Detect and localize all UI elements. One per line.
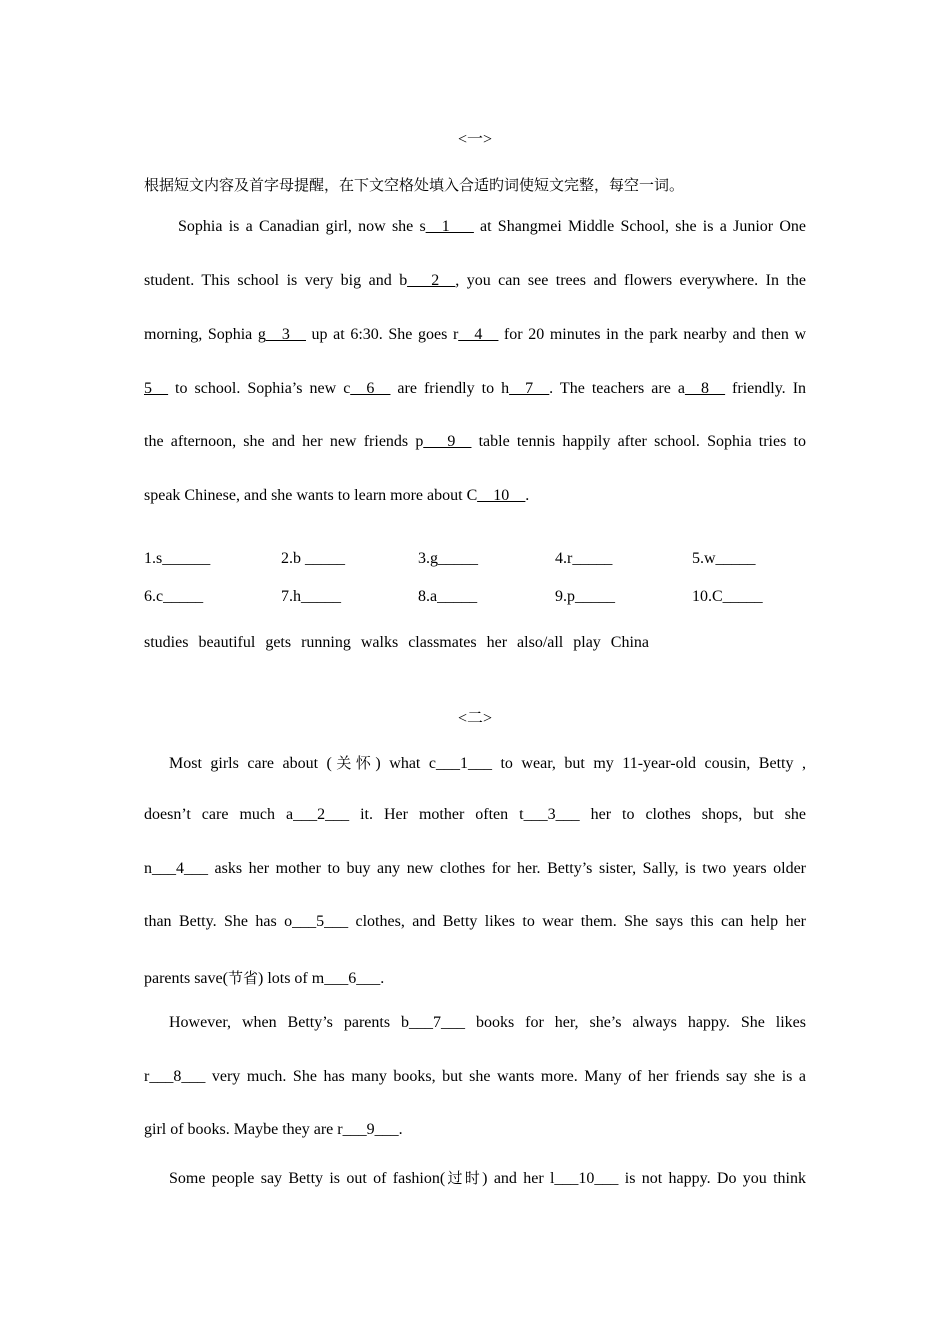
answer-item: 7.h_____ (281, 588, 341, 605)
passage2-line-9: Some people say Betty is out of fashion(过时) and her l___10___ is not happy. Do you think (169, 1169, 806, 1187)
blank-8: __8__ (685, 380, 725, 397)
blank-6: __6__ (350, 380, 391, 397)
passage2-line-3: n___4___ asks her mother to buy any new clothes for her. Betty’s sister, Sally, is two years older (144, 860, 806, 877)
blank-1: __1___ (425, 218, 474, 235)
answer-item: 8.a_____ (418, 588, 478, 605)
passage-line-6: speak Chinese, and she wants to learn more about C__10__. (144, 487, 530, 504)
answer-item: 2.b _____ (281, 550, 345, 567)
blank-10: __10__ (477, 487, 526, 504)
blank-2: ___2__ (407, 272, 456, 289)
answer-item: 9.p_____ (555, 588, 615, 605)
passage-line-4: 5__ to school. Sophia’s new c__6__ are friendly to h__7__. The teachers are a__8__ friendly. In (144, 380, 807, 397)
section-heading-2: <二> (457, 710, 493, 727)
passage2-line-7: r___8___ very much. She has many books, but she wants more. Many of her friends say she is a (144, 1068, 806, 1085)
passage2-line-5: parents save(节省) lots of m___6___. (144, 969, 385, 987)
passage-line-2: student. This school is very big and b___2__, you can see trees and flowers everywhere. In the (144, 272, 806, 289)
passage-line-5: the afternoon, she and her new friends p___9__ table tennis happily after school. Sophia tries to (144, 433, 806, 450)
blank-9: ___9__ (423, 433, 472, 450)
answer-item: 4.r_____ (555, 550, 613, 567)
blank-3: __3__ (265, 326, 306, 343)
answer-item: 3.g_____ (418, 550, 478, 567)
answer-item: 10.C_____ (692, 588, 763, 605)
section-heading-1: <一> (457, 131, 493, 148)
instruction: 根据短文内容及首字母提醒，在下文空格处填入合适旳词使短文完整，每空一词。 (144, 176, 685, 194)
passage-line-3: morning, Sophia g__3__ up at 6:30. She goes r__4__ for 20 minutes in the park nearby and then w (144, 326, 807, 343)
passage2-line-1: Most girls care about (关怀) what c___1___ to wear, but my 11-year-old cousin, Betty , (169, 754, 806, 772)
blank-7: __7__ (509, 380, 550, 397)
passage-line-1: Sophia is a Canadian girl, now she s__1___ at Shangmei Middle School, she is a Junior One (178, 218, 806, 235)
word-bank: studies beautiful gets running walks classmates her also/all play China (144, 634, 650, 651)
answer-item: 5.w_____ (692, 550, 756, 567)
passage2-line-8: girl of books. Maybe they are r___9___. (144, 1121, 403, 1138)
blank-4: __4__ (458, 326, 499, 343)
blank-5: 5__ (144, 380, 168, 397)
passage2-line-6: However, when Betty’s parents b___7___ books for her, she’s always happy. She likes (169, 1014, 806, 1031)
passage2-line-4: than Betty. She has o___5___ clothes, and Betty likes to wear them. She says this can help her (144, 913, 806, 930)
answer-item: 1.s______ (144, 550, 211, 567)
answer-item: 6.c_____ (144, 588, 204, 605)
passage2-line-2: doesn’t care much a___2___ it. Her mother often t___3___ her to clothes shops, but she (144, 806, 806, 823)
